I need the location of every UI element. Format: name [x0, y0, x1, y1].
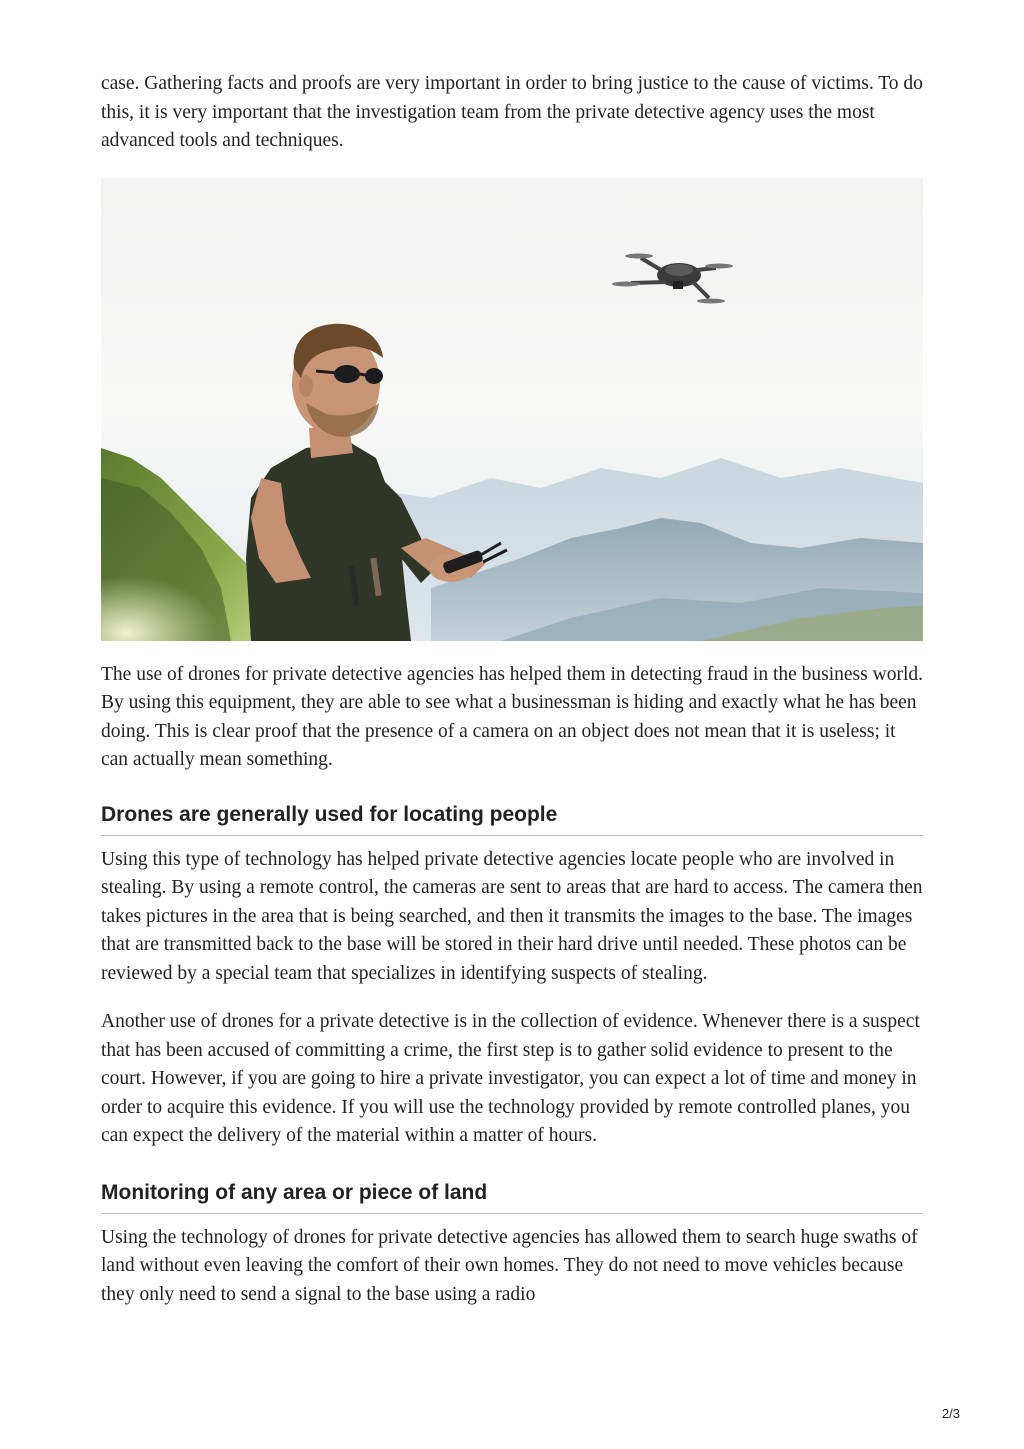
- drone-photo: [101, 178, 923, 641]
- section-heading-locating-people: Drones are generally used for locating people: [101, 801, 923, 836]
- monitoring-land-paragraph-1: Using the technology of drones for private detective agencies has allowed them to search huge swaths of land without even leaving the comfort of their own homes. They do not need to move vehicles because they only need to send a signal to the base using a radio: [101, 1226, 918, 1305]
- section-heading-monitoring-land: Monitoring of any area or piece of land: [101, 1179, 923, 1214]
- locating-people-paragraph-1: Using this type of technology has helped private detective agencies locate people who are involved in stealing. By using a remote control, the cameras are sent to areas that are hard to access. The camera then takes pictures in the area that is being searched, and then it transmits the images to the base. The images that are transmitted back to the base will be stored in their hard drive until needed. These photos can be reviewed by a special team that specializes in identifying suspects of stealing.: [101, 848, 923, 984]
- fraud-detection-paragraph: The use of drones for private detective agencies has helped them in detecting fraud in the business world. By using this equipment, they are able to see what a businessman is hiding and exactly what he has been doing. This is clear proof that the presence of a camera on an object does not mean that it is useless; it can actually mean something.: [101, 663, 923, 770]
- intro-paragraph: case. Gathering facts and proofs are very important in order to bring justice to the cause of victims. To do this, it is very important that the investigation team from the private detective agency uses the most advanced tools and techniques.: [101, 73, 923, 151]
- document-page: [101, 70, 923, 1309]
- page-number: 2/3: [941, 1406, 960, 1421]
- locating-people-paragraph-2: Another use of drones for a private detective is in the collection of evidence. Whenever there is a suspect that has been accused of committing a crime, the first step is to gather solid evidence to present to the court. However, if you are going to hire a private investigator, you can expect a lot of time and money in order to acquire this evidence. If you will use the technology provided by remote controlled planes, you can expect the delivery of the material within a matter of hours.: [101, 1011, 920, 1146]
